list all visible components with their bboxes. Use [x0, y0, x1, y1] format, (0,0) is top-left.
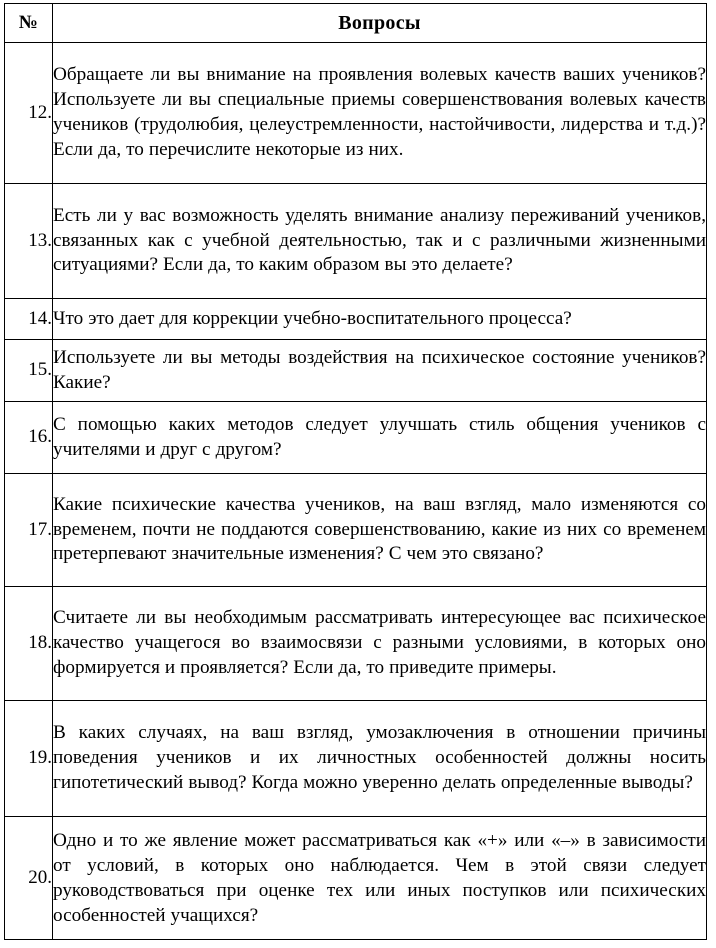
row-number: 19. — [5, 701, 53, 817]
column-header-questions: Вопросы — [53, 4, 707, 43]
table-row — [5, 184, 707, 299]
question-text: С помощью каких методов следует улучшать стиль общения учеников с учителями и друг с другом? — [53, 402, 707, 474]
questionnaire-table — [4, 3, 707, 940]
question-text: В каких случаях, на ваш взгляд, умозаключения в отношении причины поведения учеников и их личностных особенностей должны носить гипотетический вывод? Когда можно уверенно делать определенные выводы? — [53, 701, 707, 817]
row-number: 17. — [5, 474, 53, 587]
table-row — [5, 587, 707, 701]
table-row — [5, 701, 707, 817]
row-number: 14. — [5, 299, 53, 340]
question-text: Используете ли вы методы воздействия на психическое состояние учеников? Какие? — [53, 340, 707, 402]
row-number: 13. — [5, 184, 53, 299]
table-row — [5, 340, 707, 402]
row-number: 20. — [5, 817, 53, 940]
question-text: Считаете ли вы необходимым рассматривать интересующее вас психическое качество учащегося во взаимосвязи с разными условиями, в которых оно формируется и проявляется? Если да, то приведите примеры. — [53, 587, 707, 701]
row-number: 16. — [5, 402, 53, 474]
table-row — [5, 43, 707, 184]
question-text: Одно и то же явление может рассматриваться как «+» или «–» в зависимости от условий, в которых оно наблюдается. Чем в этой связи следует руководствоваться при оценке тех или иных поступков или психических особенностей учащихся? — [53, 817, 707, 940]
column-header-number: № — [5, 4, 53, 43]
table-header — [5, 4, 707, 43]
table-row — [5, 299, 707, 340]
table-row — [5, 817, 707, 940]
question-text: Что это дает для коррекции учебно-воспитательного процесса? — [53, 299, 707, 340]
question-text: Есть ли у вас возможность уделять внимание анализу переживаний учеников, связанных как с учебной деятельностью, так и с различными жизненными ситуациями? Если да, то каким образом вы это делаете? — [53, 184, 707, 299]
table-header-row — [5, 4, 707, 43]
table-body — [5, 43, 707, 940]
table-row — [5, 474, 707, 587]
question-text: Обращаете ли вы внимание на проявления волевых качеств ваших учеников? Используете ли вы специальные приемы совершенствования волевых качеств учеников (трудолюбия, целеустремленности, настойчивости, лидерства и т.д.)? Если да, то перечислите некоторые из них. — [53, 43, 707, 184]
row-number: 18. — [5, 587, 53, 701]
row-number: 15. — [5, 340, 53, 402]
table-row — [5, 402, 707, 474]
row-number: 12. — [5, 43, 53, 184]
question-text: Какие психические качества учеников, на ваш взгляд, мало изменяются со временем, почти не поддаются совершенствованию, какие из них со временем претерпевают значительные изменения? С чем это связано? — [53, 474, 707, 587]
